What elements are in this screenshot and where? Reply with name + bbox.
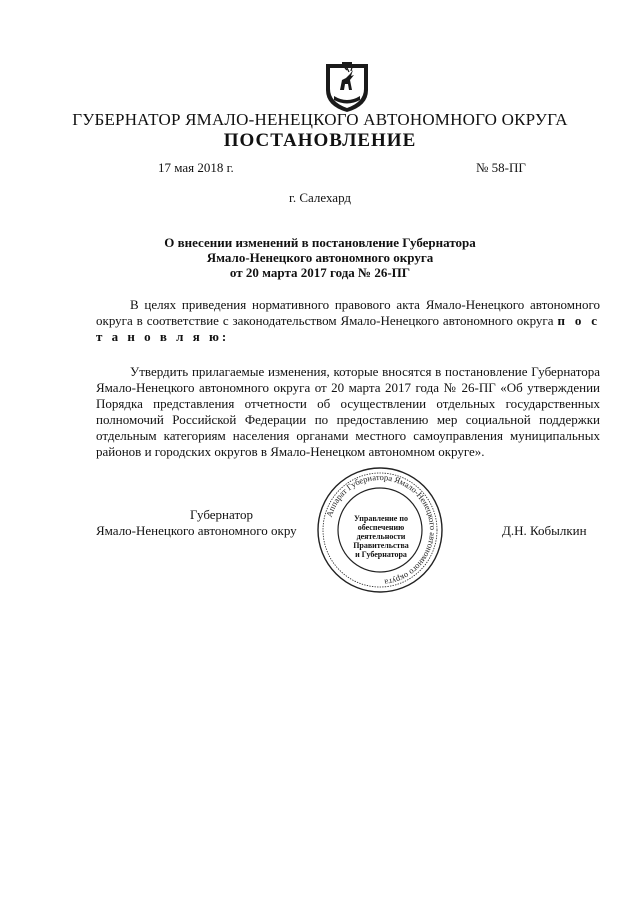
seal-line-4: Правительства [353, 541, 409, 550]
seal-center-text [350, 514, 412, 559]
signatory-title-line-2: Ямало-Ненецкого автономного окру [96, 523, 297, 538]
paragraph-1-text: В целях приведения нормативного правового акта Ямало-Ненецкого автономного округа в соответствие с законодательством Ямало-Ненецкого автономного округа [96, 297, 600, 328]
document-type-title: ПОСТАНОВЛЕНИЕ [223, 130, 417, 151]
document-subject [100, 235, 540, 280]
signatory-title-line-1: Губернатор [190, 507, 253, 522]
decree-word: п о с т а н о в л я ю: [96, 313, 601, 344]
subject-line-1: О внесении изменений в постановление Губернатора [164, 235, 476, 250]
document-date: 17 мая 2018 г. [158, 160, 234, 175]
body-paragraph-1 [96, 297, 600, 345]
document-city: г. Салехард [288, 190, 352, 205]
seal-line-3: деятельности [356, 532, 406, 541]
document-number: № 58-ПГ [476, 160, 526, 175]
subject-line-2: Ямало-Ненецкого автономного округа [206, 250, 434, 265]
signatory-name: Д.Н. Кобылкин [502, 523, 587, 538]
seal-line-1: Управление по [354, 514, 408, 523]
subject-line-3: от 20 марта 2017 года № 26-ПГ [229, 265, 411, 280]
body-paragraph-2: Утвердить прилагаемые изменения, которые вносятся в постановление Губернатора Ямало-Ненецкого автономного округа от 20 марта 2017 года № 26-ПГ «Об утверждении Порядка представления отчетности об осуществлении отдельных государственных полномочий Российской Федерации по предоставлению мер социальной поддержки отдельным категориям населения органами местного самоуправления муниципальных районов и городских округов в Ямало-Ненецком автономном округе». [96, 364, 600, 459]
seal-line-5: и Губернатора [355, 550, 407, 559]
coat-of-arms-emblem [320, 60, 374, 114]
organization-title: ГУБЕРНАТОР ЯМАЛО-НЕНЕЦКОГО АВТОНОМНОГО ОКРУГА [72, 110, 568, 129]
seal-line-2: обеспечению [357, 523, 405, 532]
seal-ring-text: Аппарат Губернатора Ямало-Ненецкого автономного округа [323, 471, 439, 588]
